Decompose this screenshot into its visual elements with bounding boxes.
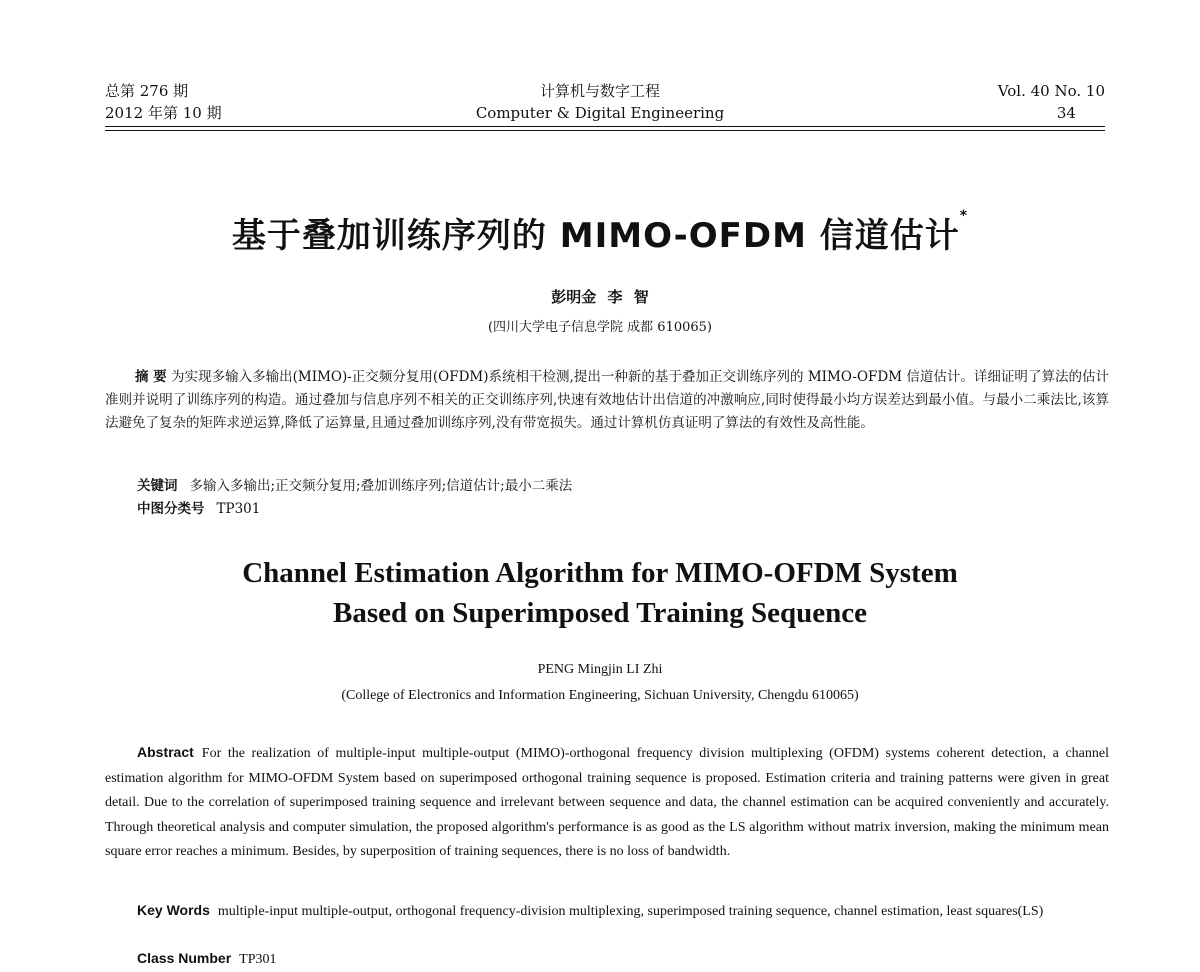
- authors-cn: 彭明金 李 智: [551, 288, 649, 306]
- abstract-en: [105, 740, 1109, 865]
- header-rule-top: [105, 126, 1105, 127]
- abstract-cn: [105, 366, 1109, 435]
- authors-en: PENG Mingjin LI Zhi: [537, 662, 663, 677]
- paper-title-cn: [0, 208, 1200, 257]
- affiliation-en: (College of Electronics and Information Engineering, Sichuan University, Chengdu 610065): [341, 688, 859, 703]
- abstract-cn-text: 为实现多输入多输出(MIMO)-正交频分复用(OFDM)系统相干检测,提出一种新的基于叠加正交训练序列的 MIMO-OFDM 信道估计。详细证明了算法的估计准则并说明了训练序列的构造。通过叠加与信息序列不相关的正交训练序列,快速有效地估计出信道的冲激响应,同时使得最小均方误差达到最小值。与最小二乘法比,该算法避免了复杂的矩阵求逆运算,降低了运算量,且通过叠加训练序列,没有带宽损失。通过计算机仿真证明了算法的有效性及高性能。: [105, 369, 1110, 431]
- header-rule-bottom: [105, 130, 1105, 131]
- keywords-cn-label: 关键词: [137, 478, 178, 494]
- class-number-cn: [137, 498, 260, 521]
- paper-title-en: [0, 553, 1200, 633]
- journal-name-en: Computer & Digital Engineering: [475, 104, 725, 122]
- keywords-cn-text: 多输入多输出;正交频分复用;叠加训练序列;信道估计;最小二乘法: [189, 478, 573, 494]
- keywords-en: [105, 898, 1109, 925]
- keywords-en-label: Key Words: [137, 902, 210, 918]
- keywords-en-text: multiple-input multiple-output, orthogonal frequency-division multiplexing, superimposed training sequence, channel estimation, least squares(LS): [217, 904, 1044, 919]
- abstract-en-label: Abstract: [137, 744, 194, 760]
- class-number-cn-label: 中图分类号: [137, 501, 205, 517]
- paper-title-en-line2: Based on Superimposed Training Sequence: [333, 597, 867, 629]
- abstract-cn-label: 摘 要: [135, 369, 167, 385]
- issue-year: 2012 年第 10 期: [105, 104, 222, 122]
- affiliation-cn: (四川大学电子信息学院 成都 610065): [487, 320, 713, 335]
- page-number: 34: [1056, 104, 1076, 122]
- paper-title-cn-text: 基于叠加训练序列的 MIMO-OFDM 信道估计: [231, 216, 960, 256]
- class-number-en: [105, 946, 1109, 972]
- volume-number: Vol. 40 No. 10: [997, 82, 1105, 100]
- class-number-cn-text: TP301: [216, 501, 261, 517]
- keywords-cn: [137, 475, 1097, 498]
- journal-name-cn: 计算机与数字工程: [539, 82, 660, 100]
- title-footnote-mark: *: [959, 208, 969, 224]
- paper-title-en-line1: Channel Estimation Algorithm for MIMO-OFDM System: [242, 557, 958, 589]
- class-number-en-label: Class Number: [137, 950, 232, 966]
- class-number-en-text: TP301: [239, 952, 277, 967]
- abstract-en-text: For the realization of multiple-input multiple-output (MIMO)-orthogonal frequency division multiplexing (OFDM) systems coherent detection, a channel estimation algorithm for MIMO-OFDM System based on superimposed orthogonal training sequence is proposed. Estimation criteria and training patterns were given in great detail. Due to the correlation of superimposed training sequence and irrelevant between sequence and data, the channel estimation can be acquired conveniently and accurately. Through theoretical analysis and computer simulation, the proposed algorithm's performance is as good as the LS algorithm without matrix inversion, making the minimum mean square error reaches a minimum. Besides, by superposition of training sequences, there is no loss of bandwidth.: [105, 746, 1109, 859]
- issue-total: 总第 276 期: [105, 82, 189, 100]
- volume-info: [998, 80, 1105, 124]
